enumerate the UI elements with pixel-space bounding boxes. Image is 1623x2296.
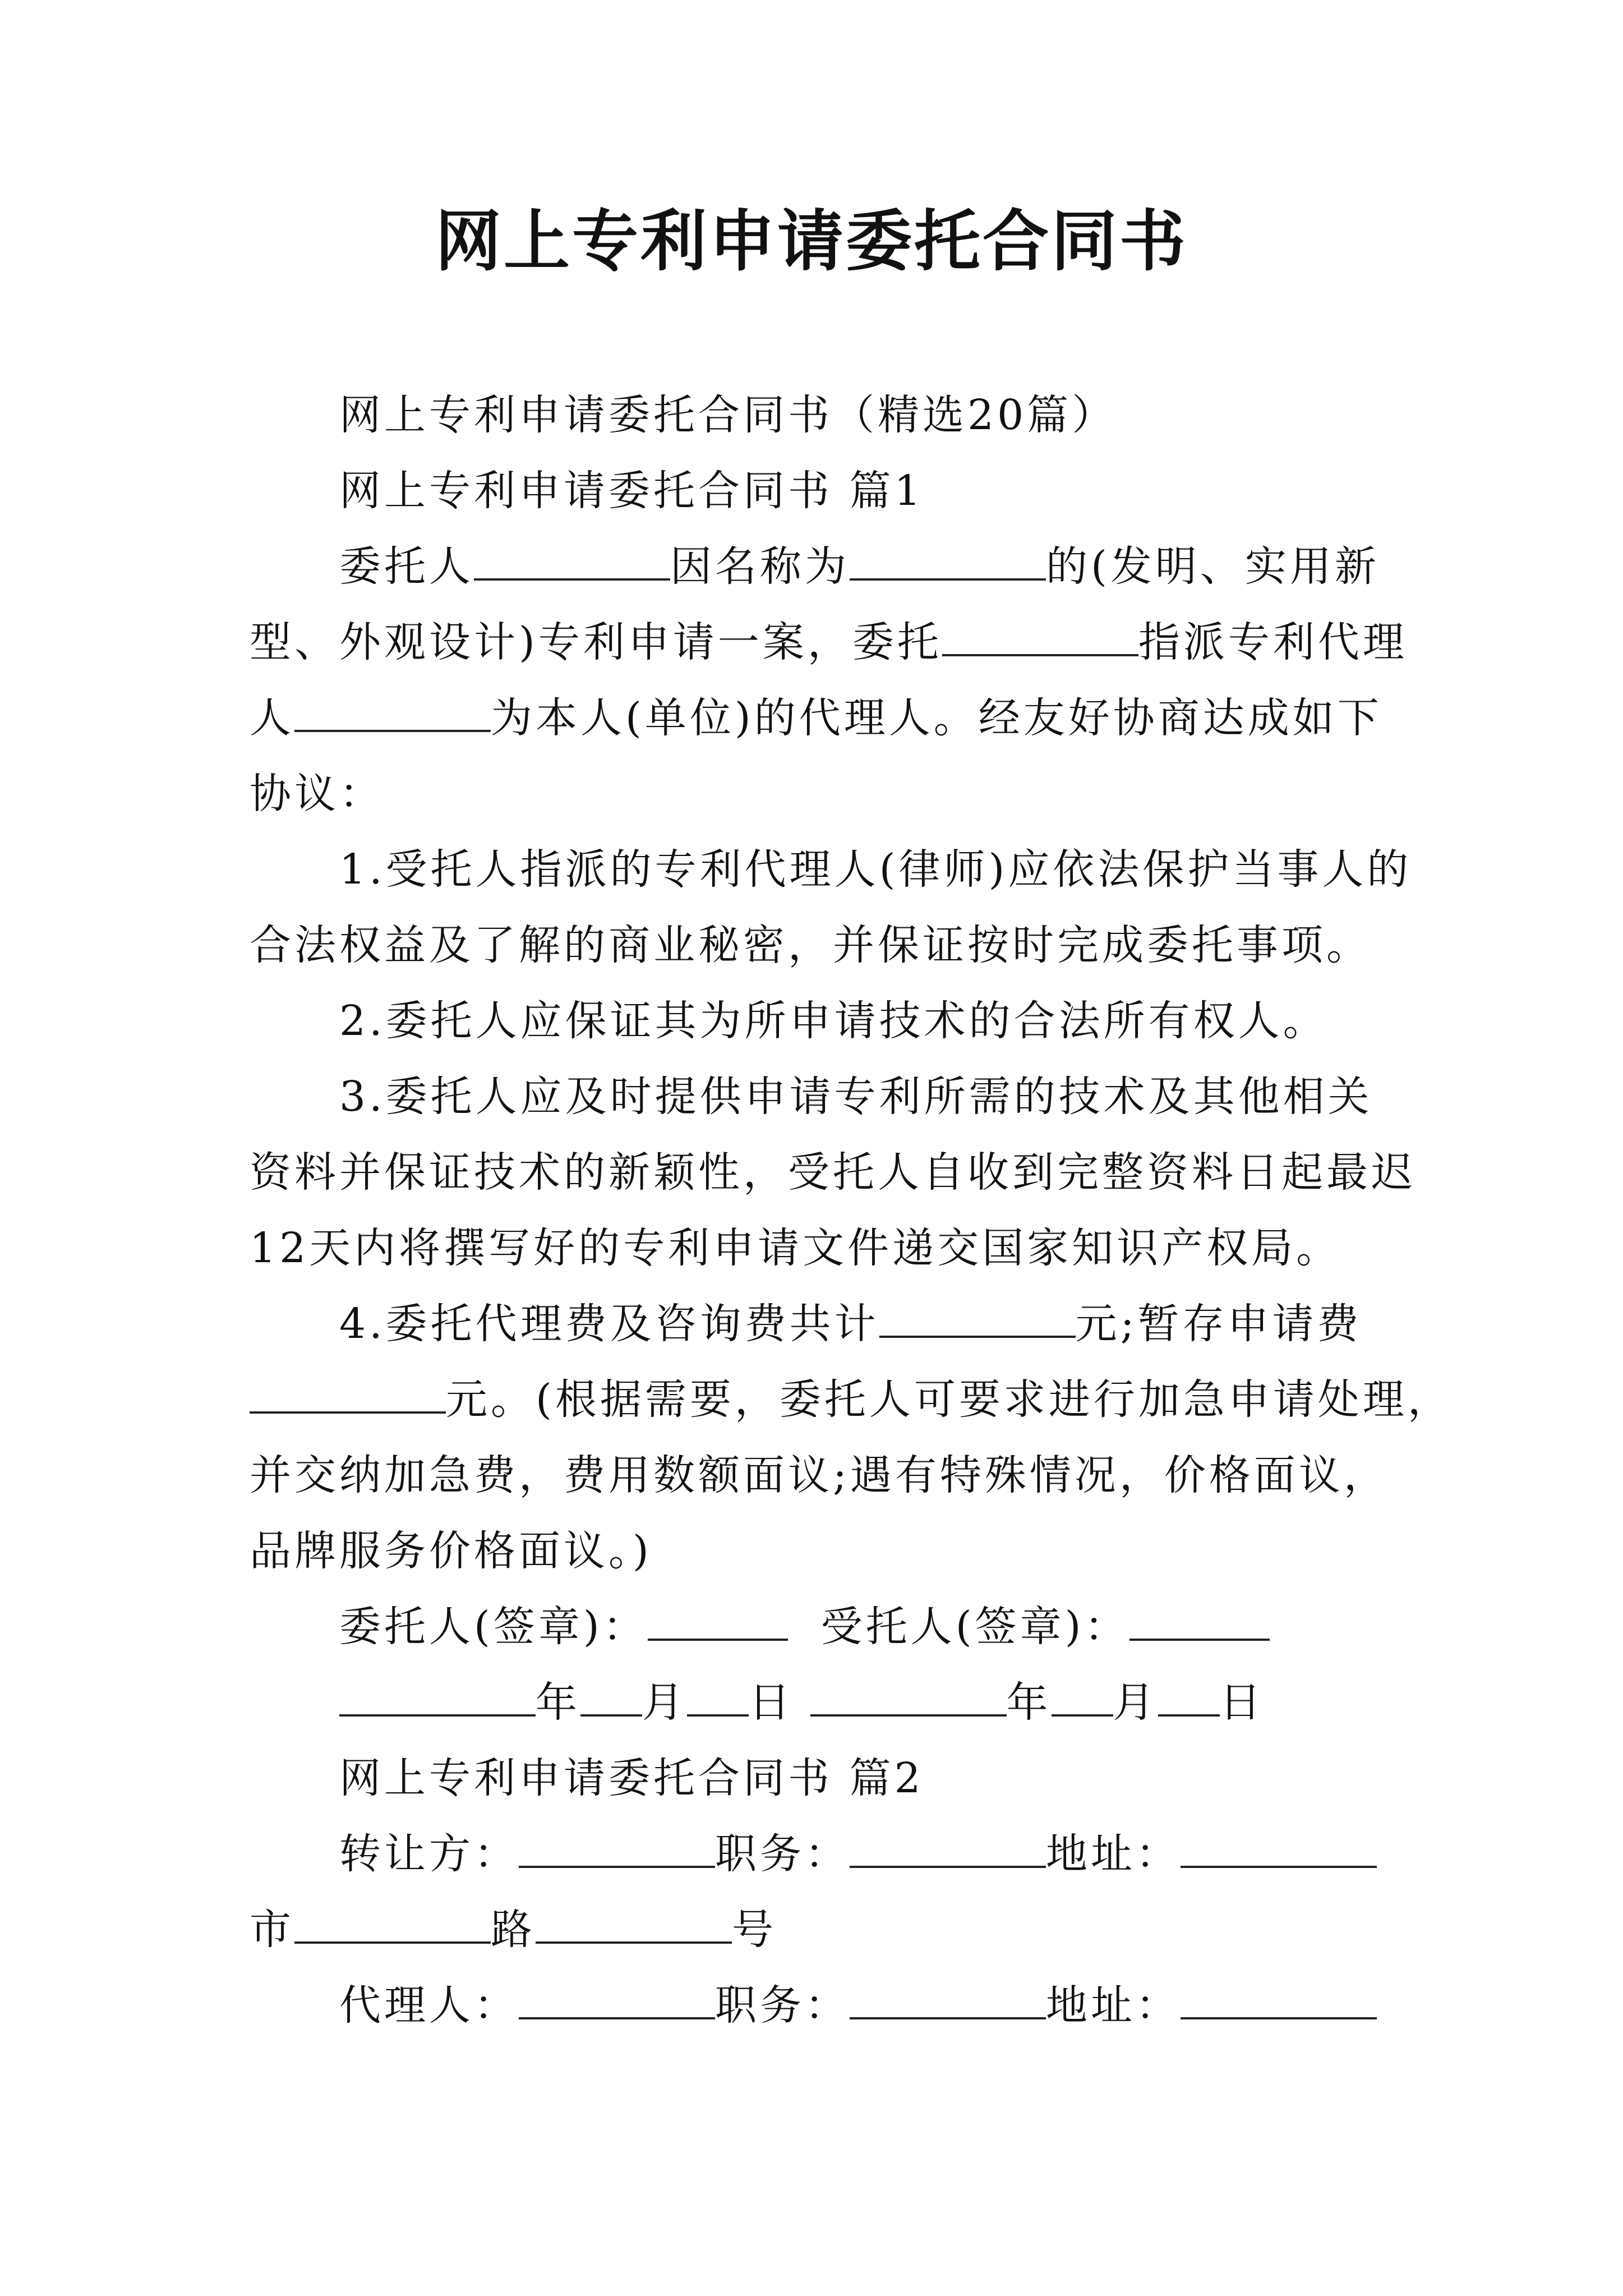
- item3-line2: 资料并保证技术的新颖性，受托人自收到完整资料日起最迟: [250, 1148, 1416, 1197]
- blank-field: [850, 1855, 1046, 1868]
- blank-field: [294, 1930, 491, 1944]
- item2: 2.委托人应保证其为所申请技术的合法所有权人。: [339, 997, 1328, 1045]
- blank-field: [1052, 1703, 1113, 1717]
- section1-heading: 网上专利申请委托合同书 篇1: [339, 467, 924, 515]
- blank-field: [850, 567, 1046, 581]
- blank-field: [519, 2006, 715, 2019]
- item4-line1: 4.委托代理费及咨询费共计 元;暂存申请费: [339, 1300, 1362, 1348]
- date-line: 年 月 日 年 月 日: [339, 1674, 1265, 1731]
- blank-field: [1129, 1627, 1270, 1641]
- blank-field: [536, 1930, 732, 1944]
- transferor-line2: 市 路 号: [250, 1906, 777, 1954]
- item1-line2: 合法权益及了解的商业秘密，并保证按时完成委托事项。: [250, 921, 1371, 969]
- blank-field: [1158, 1703, 1220, 1717]
- blank-field: [687, 1703, 749, 1717]
- item3-line3: 12天内将撰写好的专利申请文件递交国家知识产权局。: [250, 1224, 1341, 1272]
- document-title: 网上专利申请委托合同书: [435, 203, 1188, 280]
- blank-field: [580, 1703, 642, 1717]
- section2-heading: 网上专利申请委托合同书 篇2: [339, 1754, 924, 1802]
- blank-field: [810, 1703, 1007, 1717]
- item1-line1: 1.受托人指派的专利代理人(律师)应依法保护当事人的: [339, 845, 1412, 894]
- p1-line4: 协议：: [250, 770, 384, 818]
- subtitle: 网上专利申请委托合同书（精选20篇）: [339, 391, 1117, 439]
- blank-field: [339, 1703, 536, 1717]
- item4-line2: 元。(根据需要，委托人可要求进行加急申请处理，: [250, 1372, 1453, 1428]
- p1-line1: 委托人 因名称为 的(发明、实用新: [339, 542, 1380, 591]
- blank-field: [942, 643, 1138, 656]
- transferor-line1: 转让方： 职务： 地址：: [339, 1826, 1377, 1882]
- blank-field: [294, 719, 491, 732]
- p1-line2: 型、外观设计)专利申请一案，委托 指派专利代理: [250, 618, 1408, 666]
- blank-field: [879, 1324, 1076, 1338]
- blank-field: [1181, 1855, 1377, 1868]
- blank-field: [648, 1627, 788, 1641]
- agent-line: 代理人： 职务： 地址：: [339, 1977, 1377, 2033]
- blank-field: [250, 1400, 446, 1414]
- blank-field: [1181, 2006, 1377, 2019]
- item4-line3: 并交纳加急费，费用数额面议;遇有特殊情况，价格面议，: [250, 1451, 1389, 1499]
- blank-field: [474, 567, 670, 581]
- p1-line3: 人 为本人(单位)的代理人。经友好协商达成如下: [250, 694, 1382, 742]
- signature-line: 委托人(签章)： 受托人(签章)：: [339, 1599, 1270, 1655]
- blank-field: [519, 1855, 715, 1868]
- blank-field: [850, 2006, 1046, 2019]
- item3-line1: 3.委托人应及时提供申请专利所需的技术及其他相关: [339, 1073, 1373, 1121]
- item4-line4: 品牌服务价格面议。): [250, 1527, 652, 1575]
